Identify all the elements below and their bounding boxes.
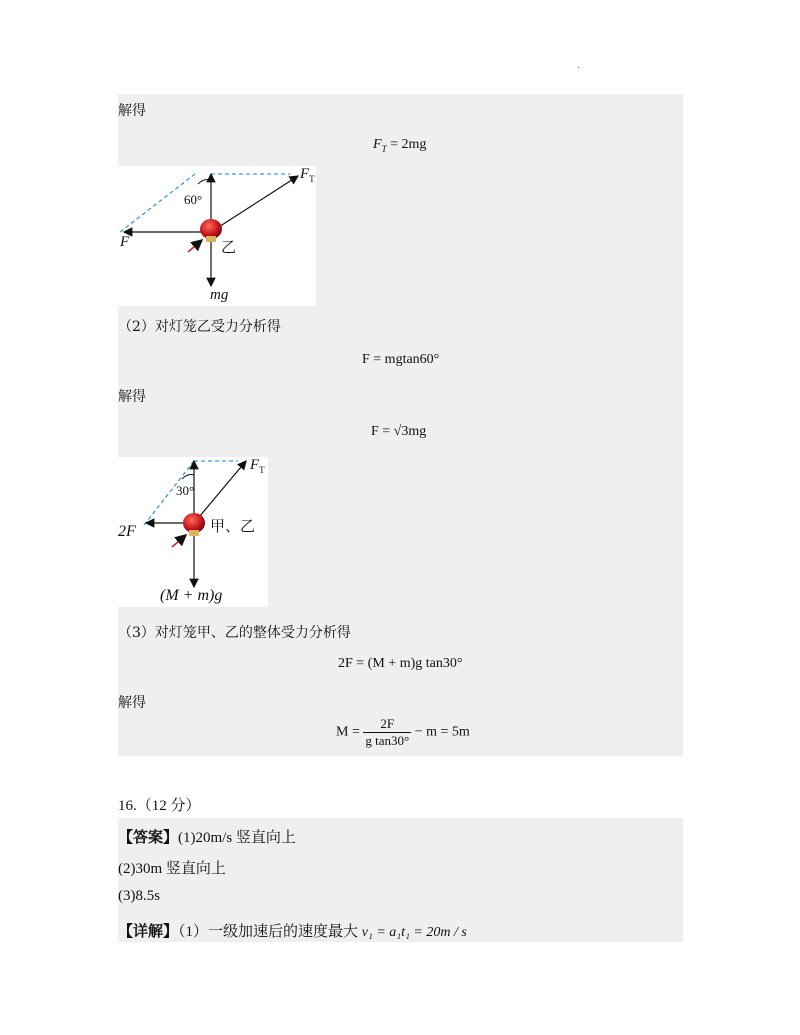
fig2-jiayi-label: 甲、乙	[210, 517, 256, 535]
step-3-text: （3）对灯笼甲、乙的整体受力分析得	[118, 625, 351, 641]
question-16-header: 16.（12 分）	[118, 798, 201, 814]
equation-M-denominator: g tan30°	[365, 733, 410, 748]
equation-M-rhs: − m = 5m	[414, 724, 470, 740]
FT-arrow	[211, 176, 298, 232]
equation-F-tan60: F = mgtan60°	[362, 352, 440, 367]
fig2-FT-label: $F_T$	[250, 457, 265, 475]
detail-label: 【详解】	[118, 924, 179, 940]
equation-FT: $F_T = 2mg$	[373, 137, 427, 154]
jiede-label-3: 解得	[118, 695, 146, 711]
step-2-text: （2）对灯笼乙受力分析得	[118, 319, 281, 335]
angle-arc	[198, 180, 211, 185]
equation-FT-subscript: T	[381, 144, 387, 154]
lantern-tassel-icon	[206, 236, 216, 242]
answer-3: (3)8.5s	[118, 888, 161, 904]
page-marker: .	[577, 60, 581, 71]
force-diagram-yi	[118, 166, 316, 306]
force-diagram-yi-svg	[118, 166, 316, 306]
answer-1: (1)20m/s 竖直向上	[178, 830, 296, 846]
fig1-F-label: F	[120, 234, 130, 250]
fig1-angle-label: 60°	[184, 192, 203, 207]
equation-FT-result: = 2mg	[390, 137, 427, 152]
detail-1: （1）一级加速后的速度最大	[178, 924, 359, 940]
answer-label: 【答案】	[118, 830, 179, 846]
equation-M-lhs: M =	[336, 724, 360, 740]
detail-equation: v₁ = a₁t₁ = 20m / s	[361, 925, 467, 940]
fig1-mg-label: mg	[210, 287, 229, 303]
FT-arrow	[194, 461, 246, 523]
lantern-tassel-icon	[189, 530, 199, 536]
red-pointer-arrow	[188, 240, 202, 252]
jiede-label-2: 解得	[118, 389, 146, 405]
jiede-label-1: 解得	[118, 103, 146, 119]
answer-2: (2)30m 竖直向上	[118, 861, 226, 877]
fig1-yi-label: 乙	[221, 238, 237, 256]
red-pointer-arrow	[172, 535, 186, 547]
equation-F-sqrt3: F = √3mg	[371, 424, 427, 439]
equation-M-numerator: 2F	[363, 716, 411, 733]
angle-arc	[182, 475, 194, 480]
answer-line	[118, 826, 296, 847]
fig1-FT-label: $F_T$	[300, 166, 315, 184]
fig2-2F-label: 2F	[118, 523, 136, 540]
detail-line	[118, 920, 467, 941]
force-diagram-jiayi	[118, 457, 268, 607]
fig2-Mmg-label: (M + m)g	[160, 587, 223, 604]
fig2-angle-label: 30°	[176, 483, 195, 498]
equation-M	[336, 716, 470, 749]
equation-M-fraction	[363, 716, 411, 749]
equation-2F: 2F = (M + m)g tan30°	[338, 656, 463, 671]
